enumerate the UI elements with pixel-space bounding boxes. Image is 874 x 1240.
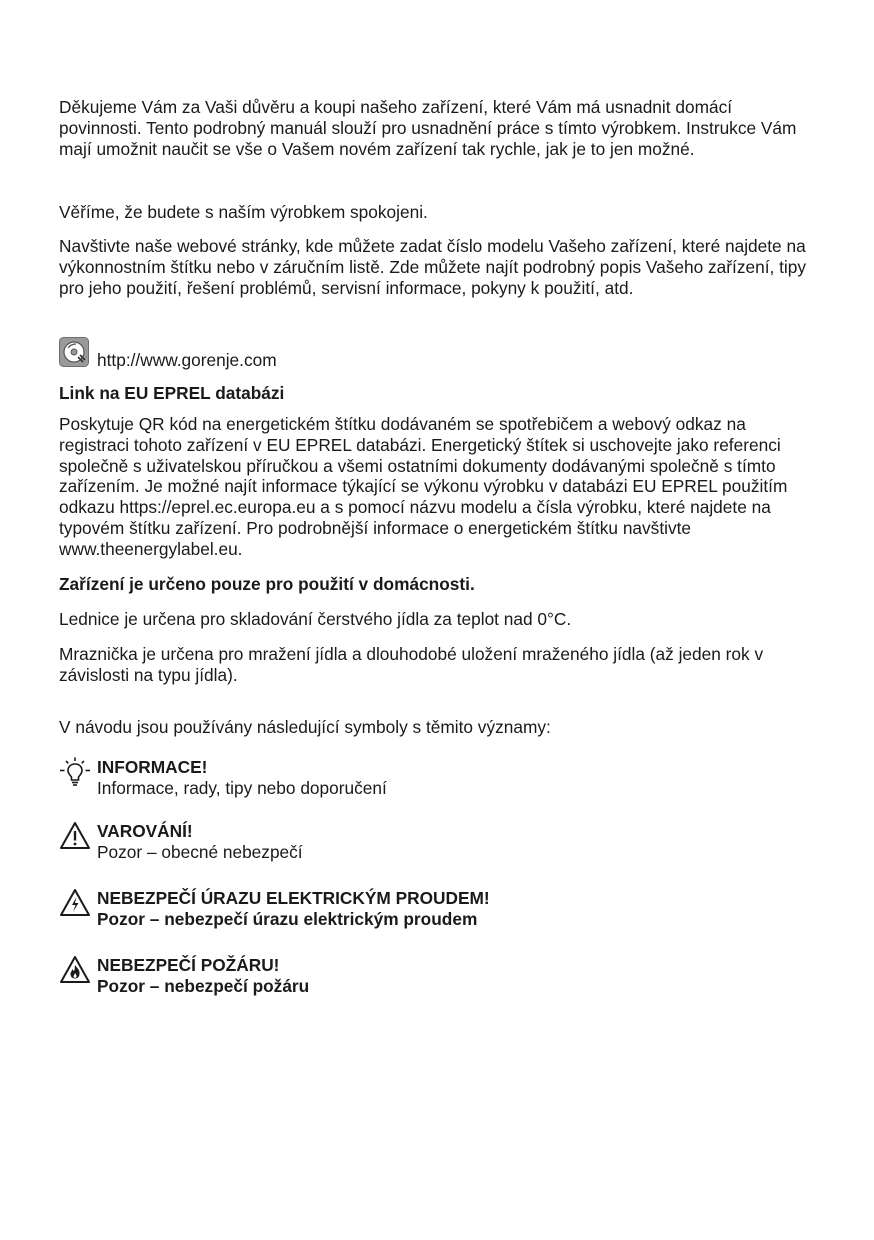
symbol-warning-title: VAROVÁNÍ! xyxy=(97,821,193,841)
electric-shock-icon xyxy=(59,888,91,918)
symbols-intro: V návodu jsou používány následující symboly s těmito významy: xyxy=(59,717,551,737)
symbol-fire-desc: Pozor – nebezpečí požáru xyxy=(97,976,310,996)
symbol-information xyxy=(59,757,659,801)
website-link[interactable]: http://www.gorenje.com xyxy=(97,350,277,370)
warning-triangle-icon xyxy=(59,821,91,851)
lightbulb-icon xyxy=(59,757,91,787)
web-disc-icon xyxy=(59,337,89,367)
symbol-information-title: INFORMACE! xyxy=(97,757,208,777)
eprel-heading: Link na EU EPREL databázi xyxy=(59,383,285,403)
symbol-fire-title: NEBEZPEČÍ POŽÁRU! xyxy=(97,955,280,975)
symbol-electric-shock-title: NEBEZPEČÍ ÚRAZU ELEKTRICKÝM PROUDEM! xyxy=(97,888,490,908)
symbol-fire xyxy=(59,955,659,999)
intro-paragraph-3: Navštivte naše webové stránky, kde můžete zadat číslo modelu Vašeho zařízení, které najdete na výkonnostním štítku nebo v záručním listě. Zde můžete najít podrobný popis Vašeho zařízení, tipy pro jeho použití, řešení problémů, servisní informace, pokyny k použití, atd. xyxy=(59,236,806,298)
fridge-paragraph: Lednice je určena pro skladování čerstvého jídla za teplot nad 0°C. xyxy=(59,609,572,629)
symbol-electric-shock-desc: Pozor – nebezpečí úrazu elektrickým proudem xyxy=(97,909,478,929)
website-row xyxy=(59,337,459,371)
symbol-warning xyxy=(59,821,659,865)
intro-paragraph-1: Děkujeme Vám za Vaši důvěru a koupi našeho zařízení, které Vám má usnadnit domácí povinnosti. Tento podrobný manuál slouží pro usnadnění práce s tímto výrobkem. Instrukce Vám mají umožnit naučit se vše o Vašem novém zařízení tak rychle, jak je to jen možné. xyxy=(59,97,797,159)
symbol-warning-desc: Pozor – obecné nebezpečí xyxy=(97,842,303,862)
freezer-paragraph: Mraznička je určena pro mražení jídla a dlouhodobé uložení mraženého jídla (až jeden rok v závislosti na typu jídla). xyxy=(59,644,764,685)
usage-heading: Zařízení je určeno pouze pro použití v domácnosti. xyxy=(59,574,475,594)
symbol-electric-shock xyxy=(59,888,659,932)
intro-paragraph-2: Věříme, že budete s naším výrobkem spokojeni. xyxy=(59,202,428,222)
fire-hazard-icon xyxy=(59,955,91,985)
eprel-paragraph: Poskytuje QR kód na energetickém štítku dodávaném se spotřebičem a webový odkaz na registraci tohoto zařízení v EU EPREL databázi. Energetický štítek si uschovejte jako referenci společně s uživatelskou příručkou a všemi ostatními dokumenty dodávanými společně s tímto zařízením. Je možné najít informace týkající se výkonu výrobku v databázi EU EPREL použitím odkazu https://eprel.ec.europa.eu a s pomocí názvu modelu a čísla výrobku, které najdete na typovém štítku zařízení. Pro podrobnější informace o energetickém štítku navštivte www.theenergylabel.eu. xyxy=(59,414,788,559)
symbol-information-desc: Informace, rady, tipy nebo doporučení xyxy=(97,778,387,798)
